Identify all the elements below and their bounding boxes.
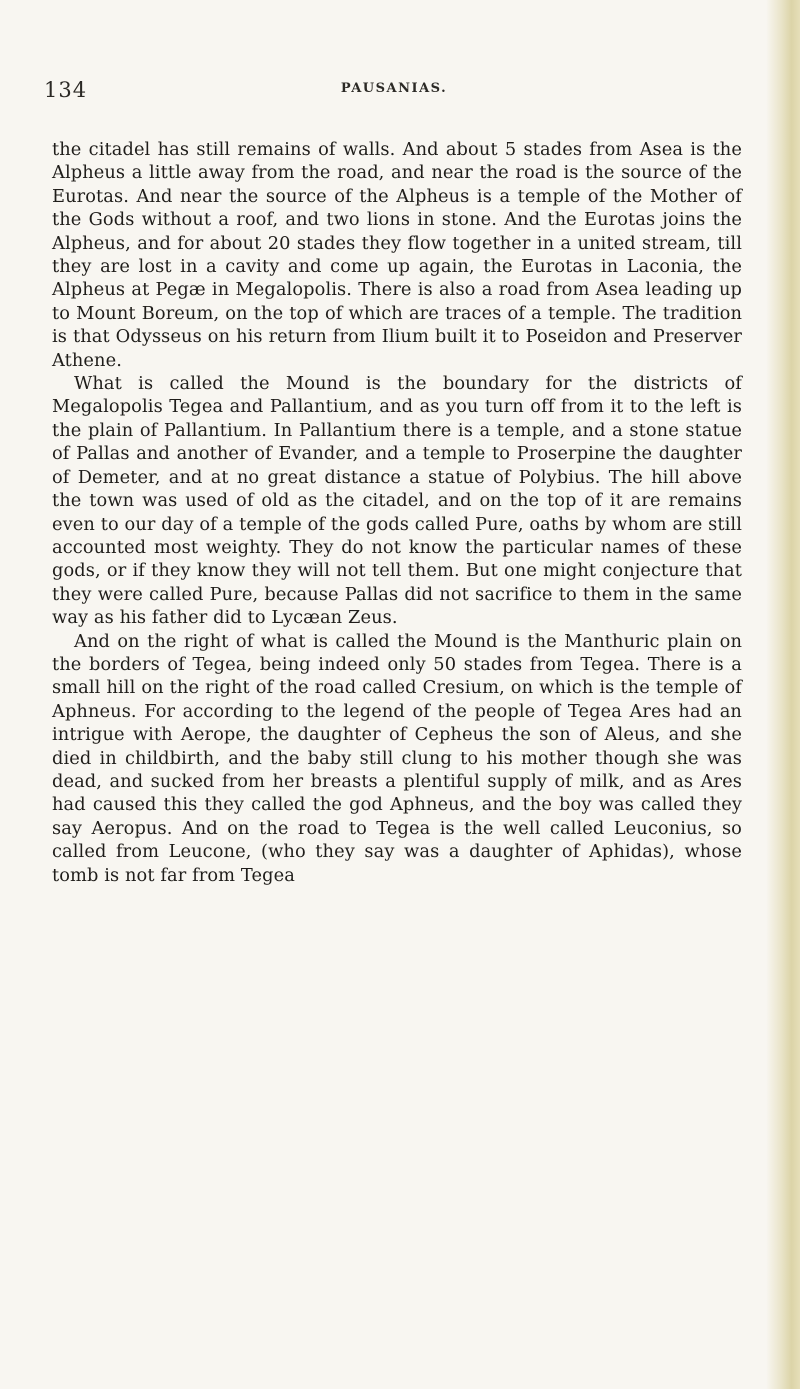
- paragraph: the citadel has still remains of walls. And about 5 stades from Asea is the Alpheus a little away from the road, and near the road is the source of the Eurotas. And near the source of the Alpheus is a temple of the Mother of the Gods without a roof, and two lions in stone. And the Eurotas joins the Alpheus, and for about 20 stades they flow together in a united stream, till they are lost in a cavity and come up again, the Eurotas in Laconia, the Alpheus at Pegæ in Megalopolis. There is also a road from Asea leading up to Mount Boreum, on the top of which are traces of a temple. The tradition is that Odysseus on his return from Ilium built it to Poseidon and Preserver Athene.: [52, 139, 742, 371]
- page-edge-shadow: [766, 0, 800, 1389]
- page-number: 134: [44, 78, 88, 102]
- paragraph: And on the right of what is called the Mound is the Manthuric plain on the borders of Tegea, being indeed only 50 stades from Tegea. There is a small hill on the right of the road called Cresium, on which is the temple of Aphneus. For according to the legend of the people of Tegea Ares had an intrigue with Aerope, the daughter of Cepheus the son of Aleus, and she died in childbirth, and the baby still clung to his mother though she was dead, and sucked from her breasts a plentiful supply of milk, and as Ares had caused this they called the god Aphneus, and the boy was called they say Aeropus. And on the road to Tegea is the well called Leuconius, so called from Leucone, (who they say was a daughter of Aphidas), whose tomb is not far from Tegea: [52, 630, 742, 886]
- running-head: PAUSANIAS.: [340, 81, 448, 96]
- paragraph: What is called the Mound is the boundary for the districts of Megalopolis Tegea and Pallantium, and as you turn off from it to the left is the plain of Pallantium. In Pallantium there is a temple, and a stone statue of Pallas and another of Evander, and a temple to Proserpine the daughter of Demeter, and at no great distance a statue of Polybius. The hill above the town was used of old as the citadel, and on the top of it are remains even to our day of a temple of the gods called Pure, oaths by whom are still accounted most weighty. They do not know the particular names of these gods, or if they know they will not tell them. But one might conjecture that they were called Pure, because Pallas did not sacrifice to them in the same way as his father did to Lycæan Zeus.: [52, 373, 742, 629]
- body-text: [52, 138, 742, 887]
- page-header: [44, 78, 744, 106]
